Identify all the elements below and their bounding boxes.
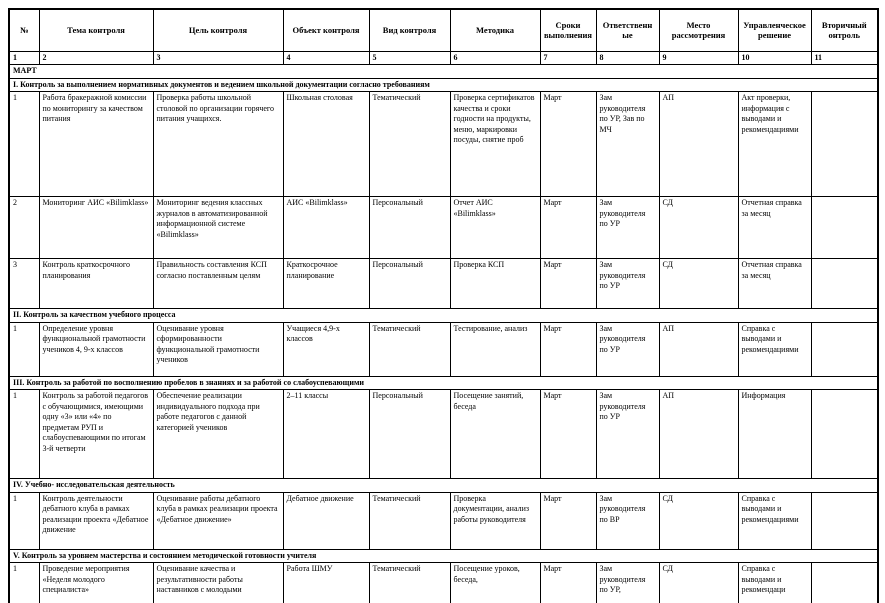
cell-term: Март xyxy=(540,322,596,376)
col-number: 7 xyxy=(540,51,596,65)
cell-object: Школьная столовая xyxy=(283,92,369,197)
cell-object: АИС «Bilimklass» xyxy=(283,197,369,259)
col-number: 11 xyxy=(811,51,878,65)
month-row xyxy=(9,65,878,79)
cell-kind: Персональный xyxy=(369,197,450,259)
cell-theme: Работа бракеражной комиссии по мониторингу за качеством питания xyxy=(39,92,153,197)
header-row xyxy=(9,9,878,51)
cell-theme: Контроль краткосрочного планирования xyxy=(39,259,153,309)
cell-secondary xyxy=(811,322,878,376)
section-2-title: II. Контроль за качеством учебного процесса xyxy=(9,309,878,323)
header-col-no: № xyxy=(9,9,39,51)
col-number: 6 xyxy=(450,51,540,65)
cell-place: СД xyxy=(659,563,738,603)
header-col-kind: Вид контроля xyxy=(369,9,450,51)
cell-no: 2 xyxy=(9,197,39,259)
section-5-title: V. Контроль за уровнем мастерства и состоянием методической готовности учителя xyxy=(9,549,878,563)
cell-kind: Тематический xyxy=(369,492,450,549)
section-title-row xyxy=(9,479,878,493)
table-row xyxy=(9,492,878,549)
section-3-title: III. Контроль за работой по восполнению пробелов в знаниях и за работой со слабоуспевающими xyxy=(9,376,878,390)
table-row xyxy=(9,322,878,376)
cell-theme: Мониторинг АИС «Bilimklass» xyxy=(39,197,153,259)
cell-place: СД xyxy=(659,492,738,549)
cell-kind: Персональный xyxy=(369,390,450,479)
cell-term: Март xyxy=(540,390,596,479)
cell-secondary xyxy=(811,492,878,549)
col-number: 10 xyxy=(738,51,811,65)
col-number: 4 xyxy=(283,51,369,65)
header-col-place: Место рассмотрения xyxy=(659,9,738,51)
cell-decision: Отчетная справка за месяц xyxy=(738,197,811,259)
cell-place: СД xyxy=(659,197,738,259)
control-plan-table xyxy=(8,8,879,603)
cell-responsible: Зам руководителя по УР xyxy=(596,259,659,309)
col-number: 2 xyxy=(39,51,153,65)
cell-term: Март xyxy=(540,563,596,603)
cell-responsible: Зам руководителя по УР, xyxy=(596,563,659,603)
cell-secondary xyxy=(811,92,878,197)
cell-goal: Проверка работы школьной столовой по организации горячего питания учащихся. xyxy=(153,92,283,197)
cell-method: Проверка документации, анализ работы руководителя xyxy=(450,492,540,549)
cell-secondary xyxy=(811,390,878,479)
header-col-term: Сроки выполнения xyxy=(540,9,596,51)
cell-term: Март xyxy=(540,259,596,309)
cell-decision: Акт проверки, информация с выводами и рекомендациями xyxy=(738,92,811,197)
header-col-method: Методика xyxy=(450,9,540,51)
cell-place: СД xyxy=(659,259,738,309)
header-col-theme: Тема контроля xyxy=(39,9,153,51)
cell-no: 1 xyxy=(9,390,39,479)
cell-decision: Информация xyxy=(738,390,811,479)
header-col-secondary: Вторичный онтроль xyxy=(811,9,878,51)
cell-goal: Мониторинг ведения классных журналов в автоматизированной информационной системе «Bilimklass» xyxy=(153,197,283,259)
col-number: 8 xyxy=(596,51,659,65)
col-number: 3 xyxy=(153,51,283,65)
cell-kind: Персональный xyxy=(369,259,450,309)
cell-theme: Контроль за работой педагогов с обучающимися, имеющими одну «3» или «4» по предметам РУП и слабоуспевающими по итогам 3-й четверти xyxy=(39,390,153,479)
cell-responsible: Зам руководителя по ВР xyxy=(596,492,659,549)
cell-theme: Определение уровня функциональной грамотности учеников 4, 9-х классов xyxy=(39,322,153,376)
table-row xyxy=(9,390,878,479)
cell-goal: Оценивание уровня сформированности функциональной грамотности учеников xyxy=(153,322,283,376)
cell-no: 3 xyxy=(9,259,39,309)
col-number: 9 xyxy=(659,51,738,65)
table-row xyxy=(9,197,878,259)
cell-place: АП xyxy=(659,92,738,197)
cell-kind: Тематический xyxy=(369,92,450,197)
cell-no: 1 xyxy=(9,492,39,549)
cell-place: АП xyxy=(659,390,738,479)
cell-object: Учащиеся 4,9-х классов xyxy=(283,322,369,376)
cell-object: Дебатное движение xyxy=(283,492,369,549)
cell-method: Посещение занятий, беседа xyxy=(450,390,540,479)
header-col-decision: Управленческое решение xyxy=(738,9,811,51)
cell-goal: Оценивание качества и результативности работы наставников с молодыми xyxy=(153,563,283,603)
cell-goal: Правильность составления КСП согласно поставленным целям xyxy=(153,259,283,309)
cell-responsible: Зам руководителя по УР xyxy=(596,390,659,479)
section-title-row xyxy=(9,376,878,390)
cell-no: 1 xyxy=(9,563,39,603)
section-title-row xyxy=(9,78,878,92)
cell-responsible: Зам руководителя по УР, Зав по МЧ xyxy=(596,92,659,197)
cell-method: Проверка КСП xyxy=(450,259,540,309)
table-row xyxy=(9,92,878,197)
cell-decision: Отчетная справка за месяц xyxy=(738,259,811,309)
section-4-title: IV. Учебно- исследовательская деятельность xyxy=(9,479,878,493)
section-1-title: I. Контроль за выполнением нормативных документов и ведением школьной документации согласно требованиям xyxy=(9,78,878,92)
cell-object: Краткосрочное планирование xyxy=(283,259,369,309)
table-row xyxy=(9,259,878,309)
cell-theme: Проведение мероприятия «Неделя молодого специалиста» xyxy=(39,563,153,603)
cell-method: Посещение уроков, беседа, xyxy=(450,563,540,603)
cell-secondary xyxy=(811,563,878,603)
cell-decision: Справка с выводами и рекомендаци xyxy=(738,563,811,603)
col-number: 1 xyxy=(9,51,39,65)
cell-secondary xyxy=(811,259,878,309)
cell-kind: Тематический xyxy=(369,563,450,603)
header-col-goal: Цель контроля xyxy=(153,9,283,51)
cell-method: Тестирование, анализ xyxy=(450,322,540,376)
cell-decision: Справка с выводами и рекомендациями xyxy=(738,492,811,549)
cell-object: 2–11 классы xyxy=(283,390,369,479)
cell-no: 1 xyxy=(9,92,39,197)
cell-theme: Контроль деятельности дебатного клуба в рамках реализации проекта «Дебатное движение xyxy=(39,492,153,549)
cell-no: 1 xyxy=(9,322,39,376)
cell-term: Март xyxy=(540,197,596,259)
col-number: 5 xyxy=(369,51,450,65)
cell-object: Работа ШМУ xyxy=(283,563,369,603)
cell-responsible: Зам руководителя по УР xyxy=(596,322,659,376)
section-title-row xyxy=(9,549,878,563)
cell-place: АП xyxy=(659,322,738,376)
section-title-row xyxy=(9,309,878,323)
cell-method: Проверка сертификатов качества и сроки годности на продукты, меню, маркировки посуды, снятие проб xyxy=(450,92,540,197)
month-label: МАРТ xyxy=(9,65,878,79)
cell-goal: Обеспечение реализации индивидуального подхода при работе педагогов с данной категорией учеников xyxy=(153,390,283,479)
cell-responsible: Зам руководителя по УР xyxy=(596,197,659,259)
cell-kind: Тематический xyxy=(369,322,450,376)
cell-secondary xyxy=(811,197,878,259)
column-number-row xyxy=(9,51,878,65)
cell-decision: Справка с выводами и рекомендациями xyxy=(738,322,811,376)
table-row xyxy=(9,563,878,603)
header-col-object: Объект контроля xyxy=(283,9,369,51)
cell-term: Март xyxy=(540,92,596,197)
cell-method: Отчет АИС «Bilimklass» xyxy=(450,197,540,259)
header-col-responsible: Ответственные xyxy=(596,9,659,51)
cell-goal: Оценивание работы дебатного клуба в рамках реализации проекта «Дебатное движение» xyxy=(153,492,283,549)
cell-term: Март xyxy=(540,492,596,549)
